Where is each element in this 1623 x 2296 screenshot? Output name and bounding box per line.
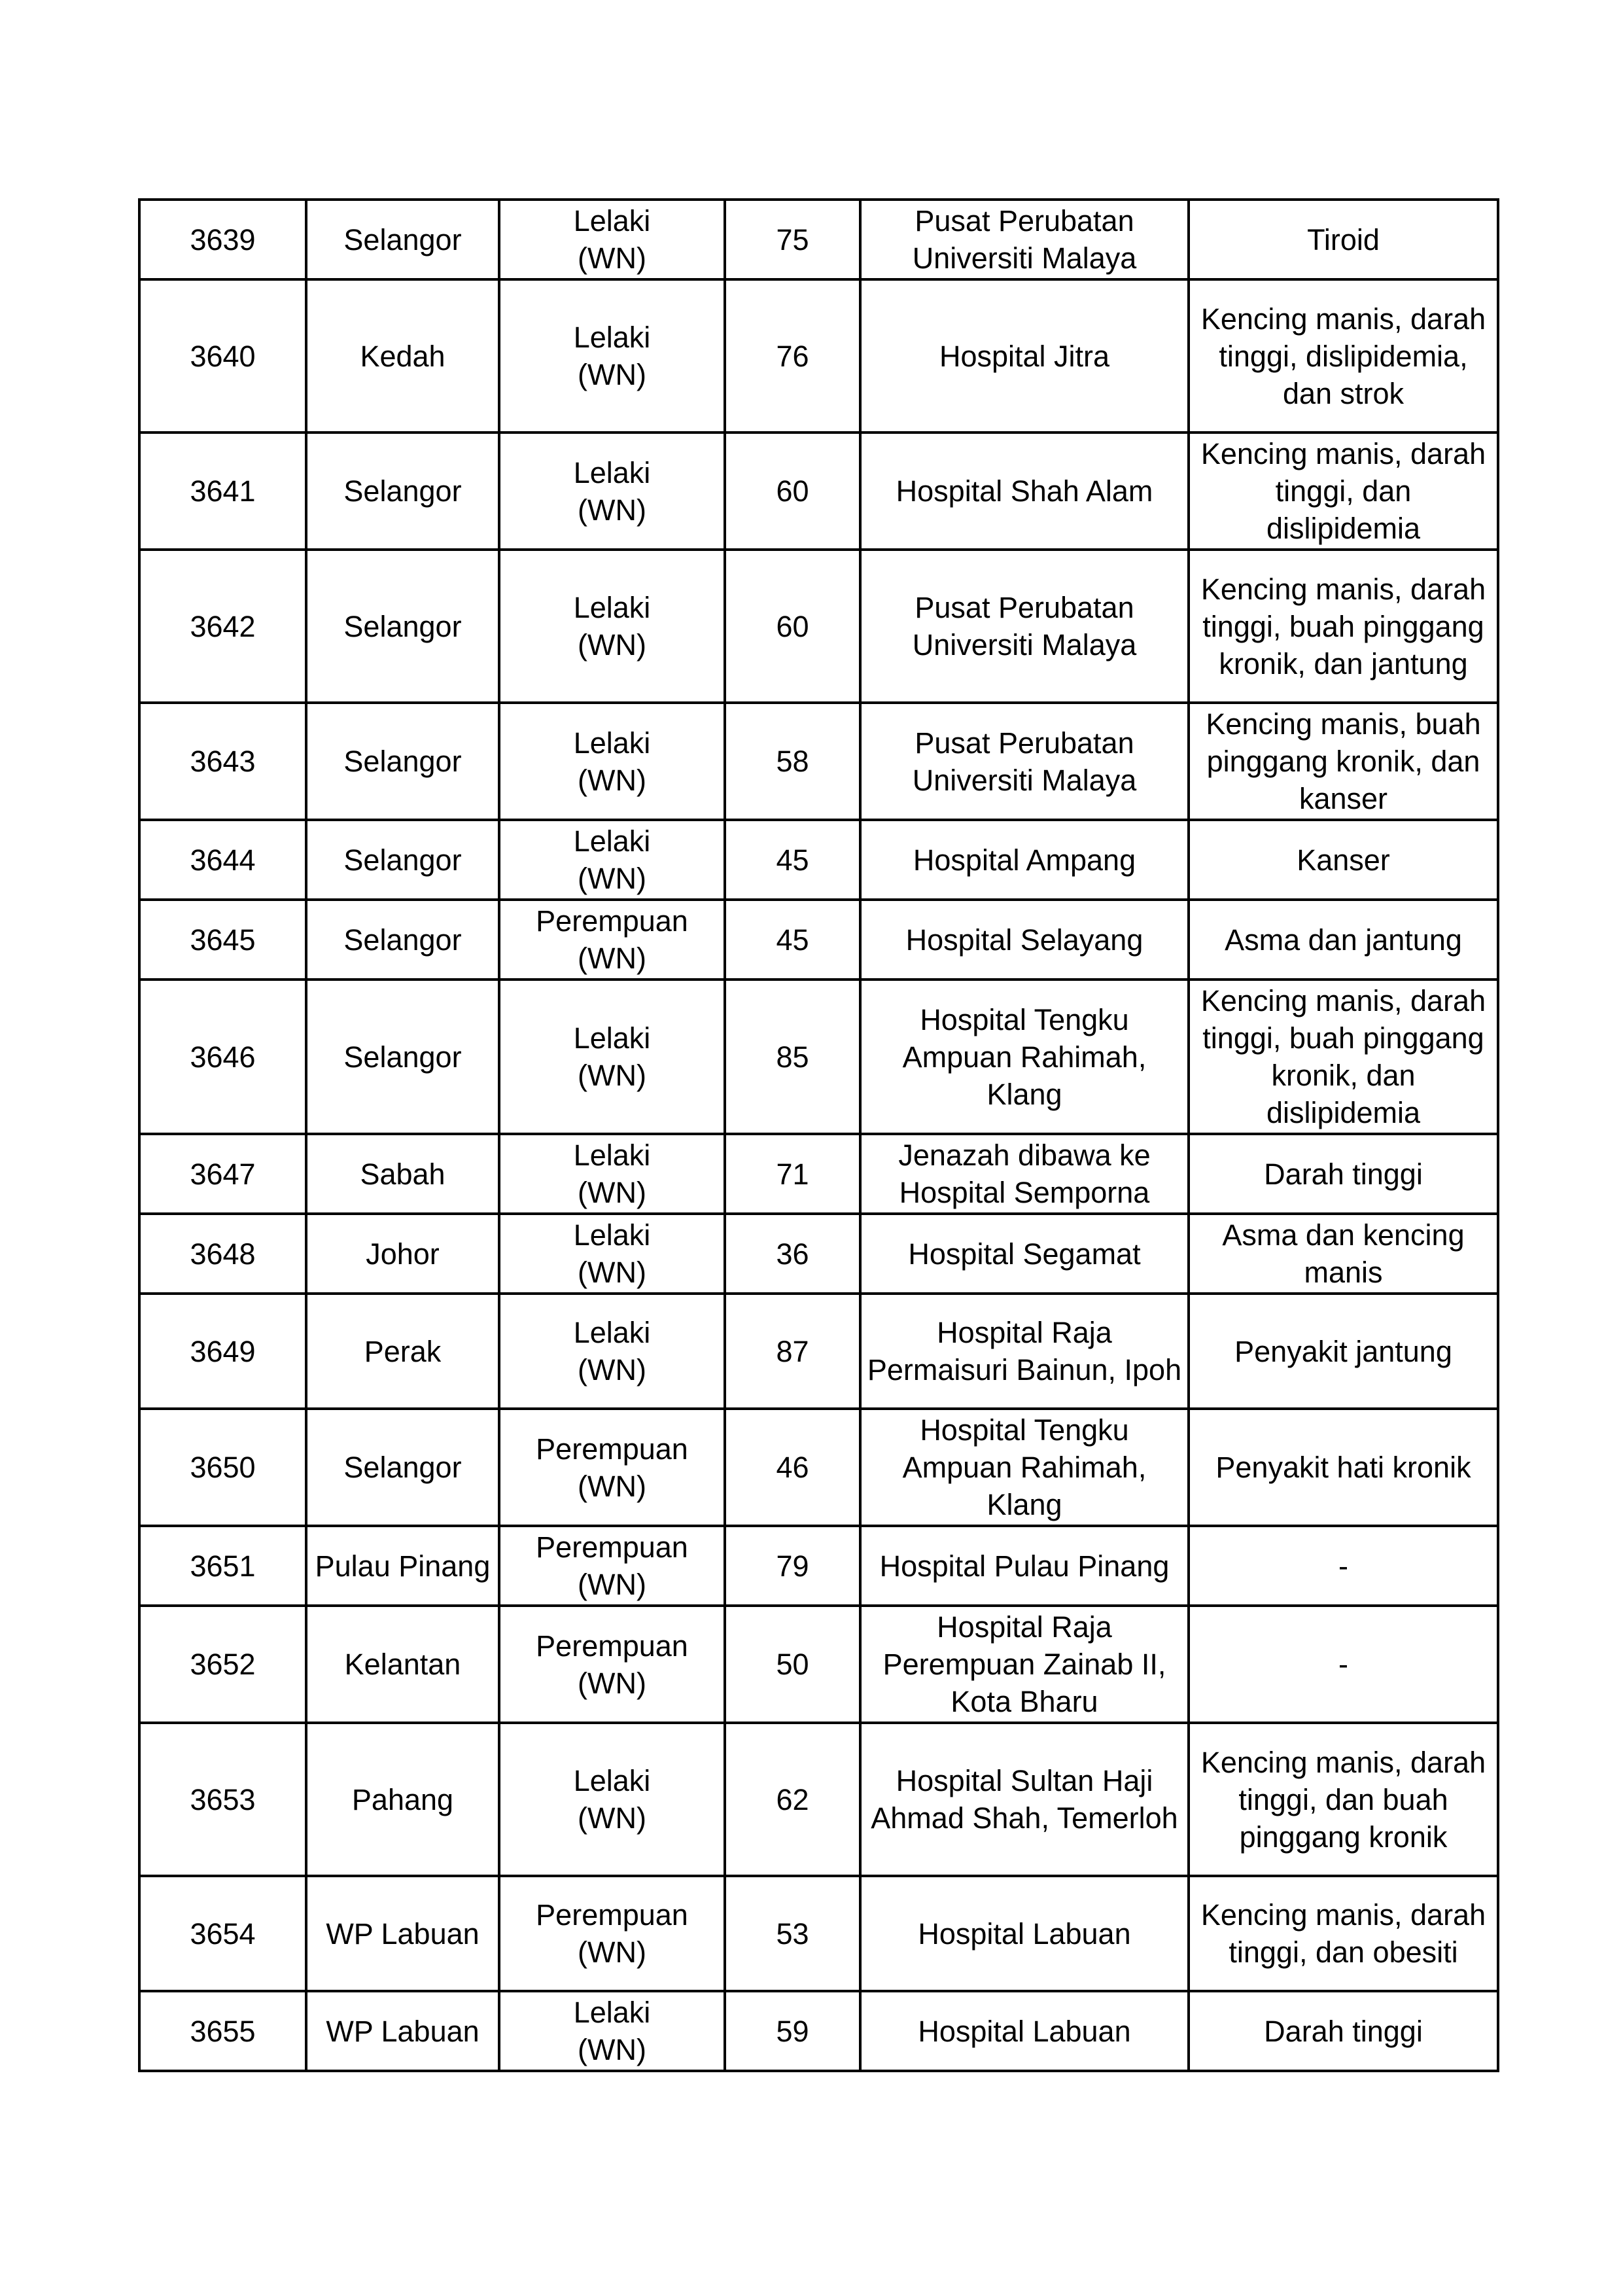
conditions-text: Asma dan kencing manis [1222,1218,1465,1289]
age-cell [725,1409,860,1526]
age-text: 60 [776,609,809,643]
table-row [139,550,1498,703]
citizenship-label: (WN) [578,628,646,662]
table-row [139,1991,1498,2071]
table-body [139,200,1498,2071]
case-number-cell [139,1606,306,1723]
place-text: Pusat Perubatan Universiti Malaya [912,726,1137,797]
age-cell [725,703,860,820]
age-cell [725,1214,860,1294]
state-cell [306,200,499,279]
case-number-cell [139,1134,306,1214]
table-row [139,279,1498,433]
gender-label: Lelaki [573,1316,651,1349]
place-cell [860,200,1189,279]
age-text: 59 [776,2014,809,2048]
age-text: 76 [776,339,809,373]
table-row [139,1294,1498,1409]
place-cell [860,1876,1189,1991]
case-number-cell [139,900,306,980]
state-text: Selangor [343,923,462,957]
age-text: 62 [776,1782,809,1816]
gender-cell [499,1214,725,1294]
gender-label: Lelaki [573,1996,651,2029]
age-cell [725,1294,860,1409]
place-cell [860,1723,1189,1876]
gender-label: Lelaki [573,1021,651,1055]
case-number-cell [139,1294,306,1409]
conditions-text: Penyakit hati kronik [1215,1451,1471,1484]
gender-cell [499,900,725,980]
case-number-cell [139,703,306,820]
state-cell [306,703,499,820]
death-cases-table [138,198,1499,2072]
case-number-text: 3642 [190,609,256,643]
citizenship-label: (WN) [578,1469,646,1503]
place-cell [860,980,1189,1134]
state-cell [306,1294,499,1409]
state-cell [306,1409,499,1526]
citizenship-label: (WN) [578,1059,646,1092]
conditions-text: Penyakit jantung [1234,1334,1452,1368]
place-cell [860,1294,1189,1409]
table-row [139,703,1498,820]
case-number-text: 3651 [190,1549,256,1583]
case-number-cell [139,820,306,900]
age-text: 50 [776,1648,809,1681]
case-number-cell [139,200,306,279]
conditions-text: Kencing manis, darah tinggi, dan buah pinggang kronik [1200,1745,1486,1854]
age-text: 46 [776,1451,809,1484]
conditions-cell [1189,1991,1498,2071]
gender-label: Perempuan [536,1898,688,1932]
gender-label: Lelaki [573,1764,651,1797]
case-number-text: 3639 [190,222,256,256]
case-number-text: 3643 [190,745,256,778]
table-row [139,820,1498,900]
place-text: Pusat Perubatan Universiti Malaya [912,204,1137,275]
gender-label: Perempuan [536,1432,688,1466]
state-text: Selangor [343,843,462,877]
place-text: Hospital Labuan [918,1916,1131,1951]
gender-cell [499,433,725,550]
state-text: Selangor [343,222,462,256]
state-cell [306,1134,499,1214]
gender-label: Perempuan [536,1530,688,1564]
gender-cell [499,1723,725,1876]
gender-cell [499,279,725,433]
case-number-text: 3645 [190,923,256,957]
conditions-cell [1189,1606,1498,1723]
conditions-cell [1189,820,1498,900]
place-cell [860,1526,1189,1606]
place-text: Hospital Ampang [913,843,1136,877]
conditions-cell [1189,1409,1498,1526]
age-cell [725,820,860,900]
place-text: Hospital Shah Alam [896,474,1153,508]
state-cell [306,1606,499,1723]
age-cell [725,200,860,279]
gender-label: Lelaki [573,1139,651,1172]
gender-label: Lelaki [573,455,651,489]
age-text: 53 [776,1916,809,1951]
age-cell [725,900,860,980]
age-cell [725,433,860,550]
table-row [139,1214,1498,1294]
state-cell [306,820,499,900]
gender-cell [499,1526,725,1606]
case-number-text: 3654 [190,1916,256,1951]
citizenship-label: (WN) [578,241,646,275]
case-number-cell [139,1409,306,1526]
place-cell [860,279,1189,433]
age-text: 71 [776,1157,809,1191]
gender-label: Lelaki [573,591,651,624]
table-row [139,900,1498,980]
citizenship-label: (WN) [578,942,646,975]
age-cell [725,980,860,1134]
place-text: Hospital Sultan Haji Ahmad Shah, Temerloh [871,1764,1178,1835]
gender-label: Lelaki [573,321,651,354]
case-number-cell [139,433,306,550]
place-cell [860,1134,1189,1214]
conditions-cell [1189,1214,1498,1294]
case-number-text: 3649 [190,1334,256,1368]
citizenship-label: (WN) [578,1666,646,1700]
citizenship-label: (WN) [578,1801,646,1835]
age-text: 87 [776,1334,809,1368]
state-cell [306,1214,499,1294]
gender-label: Perempuan [536,1629,688,1663]
gender-cell [499,1876,725,1991]
age-cell [725,1526,860,1606]
citizenship-label: (WN) [578,1935,646,1969]
conditions-cell [1189,1134,1498,1214]
age-cell [725,1991,860,2071]
state-text: Selangor [343,609,462,643]
age-text: 45 [776,843,809,877]
gender-cell [499,1606,725,1723]
place-text: Hospital Labuan [918,2014,1131,2048]
state-text: Selangor [343,745,462,778]
place-cell [860,433,1189,550]
table-row [139,1134,1498,1214]
place-cell [860,550,1189,703]
case-number-text: 3641 [190,474,256,508]
state-cell [306,1526,499,1606]
state-cell [306,900,499,980]
state-text: Pulau Pinang [315,1549,491,1583]
age-text: 45 [776,923,809,957]
place-text: Hospital Segamat [908,1237,1141,1271]
place-text: Hospital Tengku Ampuan Rahimah, Klang [902,1002,1147,1111]
conditions-text: Kencing manis, darah tinggi, buah pinggang kronik, dan dislipidemia [1200,984,1486,1129]
state-text: Kelantan [344,1648,461,1681]
place-text: Hospital Raja Perempuan Zainab II, Kota Bharu [882,1610,1166,1718]
gender-label: Lelaki [573,824,651,858]
case-number-text: 3644 [190,843,256,877]
state-text: Selangor [343,1451,462,1484]
state-text: Pahang [351,1782,454,1816]
case-number-text: 3647 [190,1157,256,1191]
citizenship-label: (WN) [578,1256,646,1289]
table-row [139,1606,1498,1723]
citizenship-label: (WN) [578,862,646,895]
gender-label: Lelaki [573,726,651,760]
table-row [139,433,1498,550]
table-row [139,1526,1498,1606]
conditions-cell [1189,550,1498,703]
conditions-cell [1189,980,1498,1134]
case-number-cell [139,1876,306,1991]
state-text: WP Labuan [326,1916,480,1951]
place-text: Hospital Selayang [905,923,1143,957]
case-number-cell [139,1526,306,1606]
place-cell [860,1991,1189,2071]
conditions-text: Kencing manis, darah tinggi, dislipidemia, dan strok [1200,302,1486,410]
conditions-text: Kencing manis, darah tinggi, dan obesiti [1200,1898,1486,1969]
citizenship-label: (WN) [578,1176,646,1209]
gender-cell [499,703,725,820]
conditions-cell [1189,900,1498,980]
state-text: Sabah [360,1157,445,1191]
gender-cell [499,1991,725,2071]
state-text: Johor [366,1237,440,1271]
state-cell [306,279,499,433]
conditions-cell [1189,1526,1498,1606]
case-number-cell [139,980,306,1134]
citizenship-label: (WN) [578,493,646,527]
case-number-cell [139,279,306,433]
age-cell [725,1876,860,1991]
case-number-cell [139,1723,306,1876]
age-cell [725,1134,860,1214]
place-text: Hospital Jitra [939,339,1110,373]
gender-cell [499,1409,725,1526]
case-number-text: 3640 [190,339,256,373]
age-text: 79 [776,1549,809,1583]
citizenship-label: (WN) [578,1568,646,1601]
case-number-text: 3652 [190,1648,256,1681]
place-cell [860,820,1189,900]
gender-cell [499,1294,725,1409]
conditions-text: Darah tinggi [1264,2014,1423,2048]
age-text: 60 [776,474,809,508]
table-row [139,1723,1498,1876]
gender-cell [499,200,725,279]
gender-cell [499,1134,725,1214]
age-cell [725,1606,860,1723]
citizenship-label: (WN) [578,2033,646,2066]
citizenship-label: (WN) [578,763,646,797]
age-cell [725,1723,860,1876]
age-cell [725,279,860,433]
citizenship-label: (WN) [578,358,646,391]
conditions-cell [1189,703,1498,820]
place-text: Hospital Tengku Ampuan Rahimah, Klang [902,1413,1147,1521]
age-text: 36 [776,1237,809,1271]
citizenship-label: (WN) [578,1353,646,1386]
state-cell [306,1876,499,1991]
conditions-text: Kencing manis, buah pinggang kronik, dan kanser [1206,707,1481,815]
age-cell [725,550,860,703]
conditions-text: - [1338,1648,1348,1681]
state-text: Selangor [343,1040,462,1074]
table-row [139,980,1498,1134]
case-number-text: 3655 [190,2014,256,2048]
state-cell [306,1723,499,1876]
conditions-text: Kencing manis, darah tinggi, buah pinggang kronik, dan jantung [1200,572,1486,680]
gender-cell [499,820,725,900]
conditions-cell [1189,200,1498,279]
state-cell [306,980,499,1134]
conditions-text: Kencing manis, darah tinggi, dan dislipidemia [1200,437,1486,545]
state-text: Kedah [360,339,445,373]
gender-cell [499,550,725,703]
gender-label: Lelaki [573,204,651,238]
gender-label: Lelaki [573,1218,651,1252]
conditions-cell [1189,279,1498,433]
conditions-cell [1189,433,1498,550]
age-text: 85 [776,1040,809,1074]
case-number-text: 3653 [190,1782,256,1816]
conditions-text: Darah tinggi [1264,1157,1423,1191]
table-row [139,200,1498,279]
conditions-cell [1189,1294,1498,1409]
conditions-text: Kanser [1297,843,1390,877]
gender-label: Perempuan [536,904,688,938]
place-cell [860,1409,1189,1526]
state-text: Perak [364,1334,442,1368]
age-text: 75 [776,222,809,256]
age-text: 58 [776,745,809,778]
case-number-cell [139,1214,306,1294]
place-cell [860,900,1189,980]
case-number-text: 3650 [190,1451,256,1484]
case-number-cell [139,550,306,703]
case-number-text: 3646 [190,1040,256,1074]
place-text: Hospital Raja Permaisuri Bainun, Ipoh [867,1316,1182,1386]
table-row [139,1409,1498,1526]
conditions-text: Asma dan jantung [1225,923,1462,957]
state-cell [306,550,499,703]
conditions-text: - [1338,1549,1348,1583]
place-text: Hospital Pulau Pinang [879,1549,1170,1583]
case-number-cell [139,1991,306,2071]
case-number-text: 3648 [190,1237,256,1271]
conditions-cell [1189,1876,1498,1991]
place-text: Pusat Perubatan Universiti Malaya [912,591,1137,662]
state-text: Selangor [343,474,462,508]
state-cell [306,433,499,550]
place-cell [860,1606,1189,1723]
place-cell [860,703,1189,820]
state-text: WP Labuan [326,2014,480,2048]
state-cell [306,1991,499,2071]
table-row [139,1876,1498,1991]
conditions-cell [1189,1723,1498,1876]
place-text: Jenazah dibawa ke Hospital Semporna [898,1139,1151,1209]
place-cell [860,1214,1189,1294]
conditions-text: Tiroid [1307,222,1380,256]
gender-cell [499,980,725,1134]
